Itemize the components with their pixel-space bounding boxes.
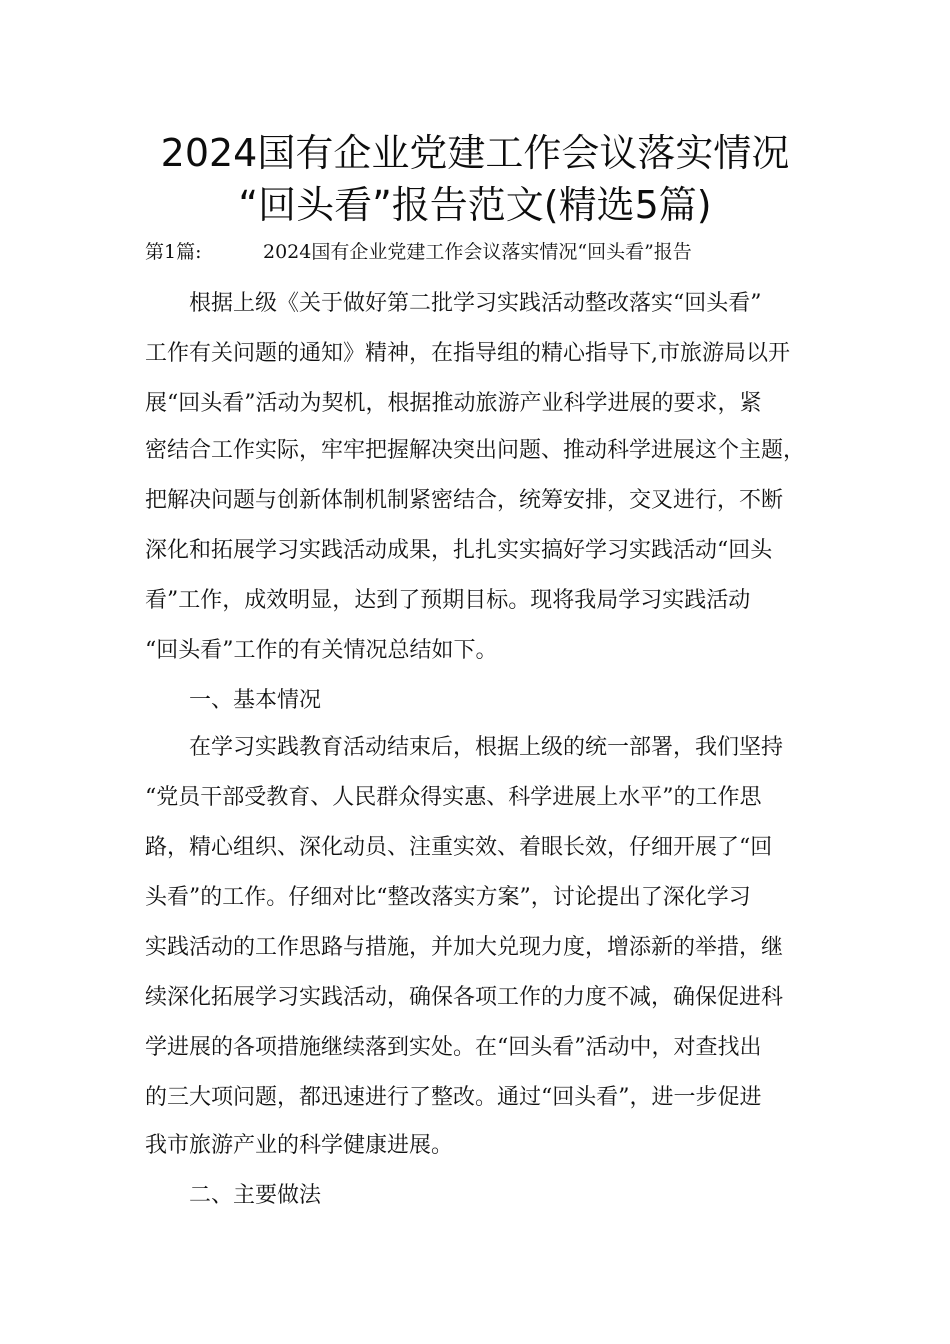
- paragraph-line: 续深化拓展学习实践活动，确保各项工作的力度不减，确保促进科: [145, 985, 784, 1010]
- paragraph-line: 在学习实践教育活动结束后，根据上级的统一部署，我们坚持: [189, 735, 784, 760]
- document-title-line-2: “回头看”报告范文(精选5篇): [238, 183, 712, 227]
- paragraph-line: 深化和拓展学习实践活动成果，扎扎实实搞好学习实践活动“回头: [145, 538, 773, 563]
- article-title: 2024国有企业党建工作会议落实情况“回头看”报告: [263, 241, 692, 263]
- paragraph-line: 实践活动的工作思路与措施，并加大兑现力度，增添新的举措，继: [145, 935, 784, 960]
- paragraph-line: “回头看”工作的有关情况总结如下。: [145, 638, 498, 663]
- paragraph-line: 展“回头看”活动为契机，根据推动旅游产业科学进展的要求，紧: [145, 391, 762, 416]
- document-title-line-1: 2024国有企业党建工作会议落实情况: [160, 131, 790, 175]
- paragraph-line: 把解决问题与创新体制机制紧密结合，统筹安排，交叉进行，不断: [145, 488, 784, 513]
- article-heading: [145, 237, 845, 267]
- paragraph-line: 密结合工作实际，牢牢把握解决突出问题、推动科学进展这个主题，: [145, 438, 806, 463]
- article-label: 第1篇:: [145, 241, 202, 263]
- paragraph-line: 看”工作，成效明显，达到了预期目标。现将我局学习实践活动: [145, 588, 751, 613]
- paragraph-line: 学进展的各项措施继续落到实处。在“回头看”活动中，对查找出: [145, 1035, 762, 1060]
- paragraph-line: 的三大项问题，都迅速进行了整改。通过“回头看”，进一步促进: [145, 1085, 762, 1110]
- paragraph-line: 我市旅游产业的科学健康进展。: [145, 1133, 454, 1158]
- section-heading: 二、主要做法: [189, 1183, 322, 1208]
- section-heading: 一、基本情况: [189, 688, 322, 713]
- paragraph-line: 头看”的工作。仔细对比“整改落实方案”，讨论提出了深化学习: [145, 885, 751, 910]
- paragraph-line: 根据上级《关于做好第二批学习实践活动整改落实“回头看”: [189, 291, 762, 316]
- paragraph-line: 工作有关问题的通知》精神，在指导组的精心指导下,市旅游局以开: [145, 341, 790, 366]
- paragraph-line: 路，精心组织、深化动员、注重实效、着眼长效，仔细开展了“回: [145, 835, 773, 860]
- paragraph-line: “党员干部受教育、人民群众得实惠、科学进展上水平”的工作思: [145, 785, 762, 810]
